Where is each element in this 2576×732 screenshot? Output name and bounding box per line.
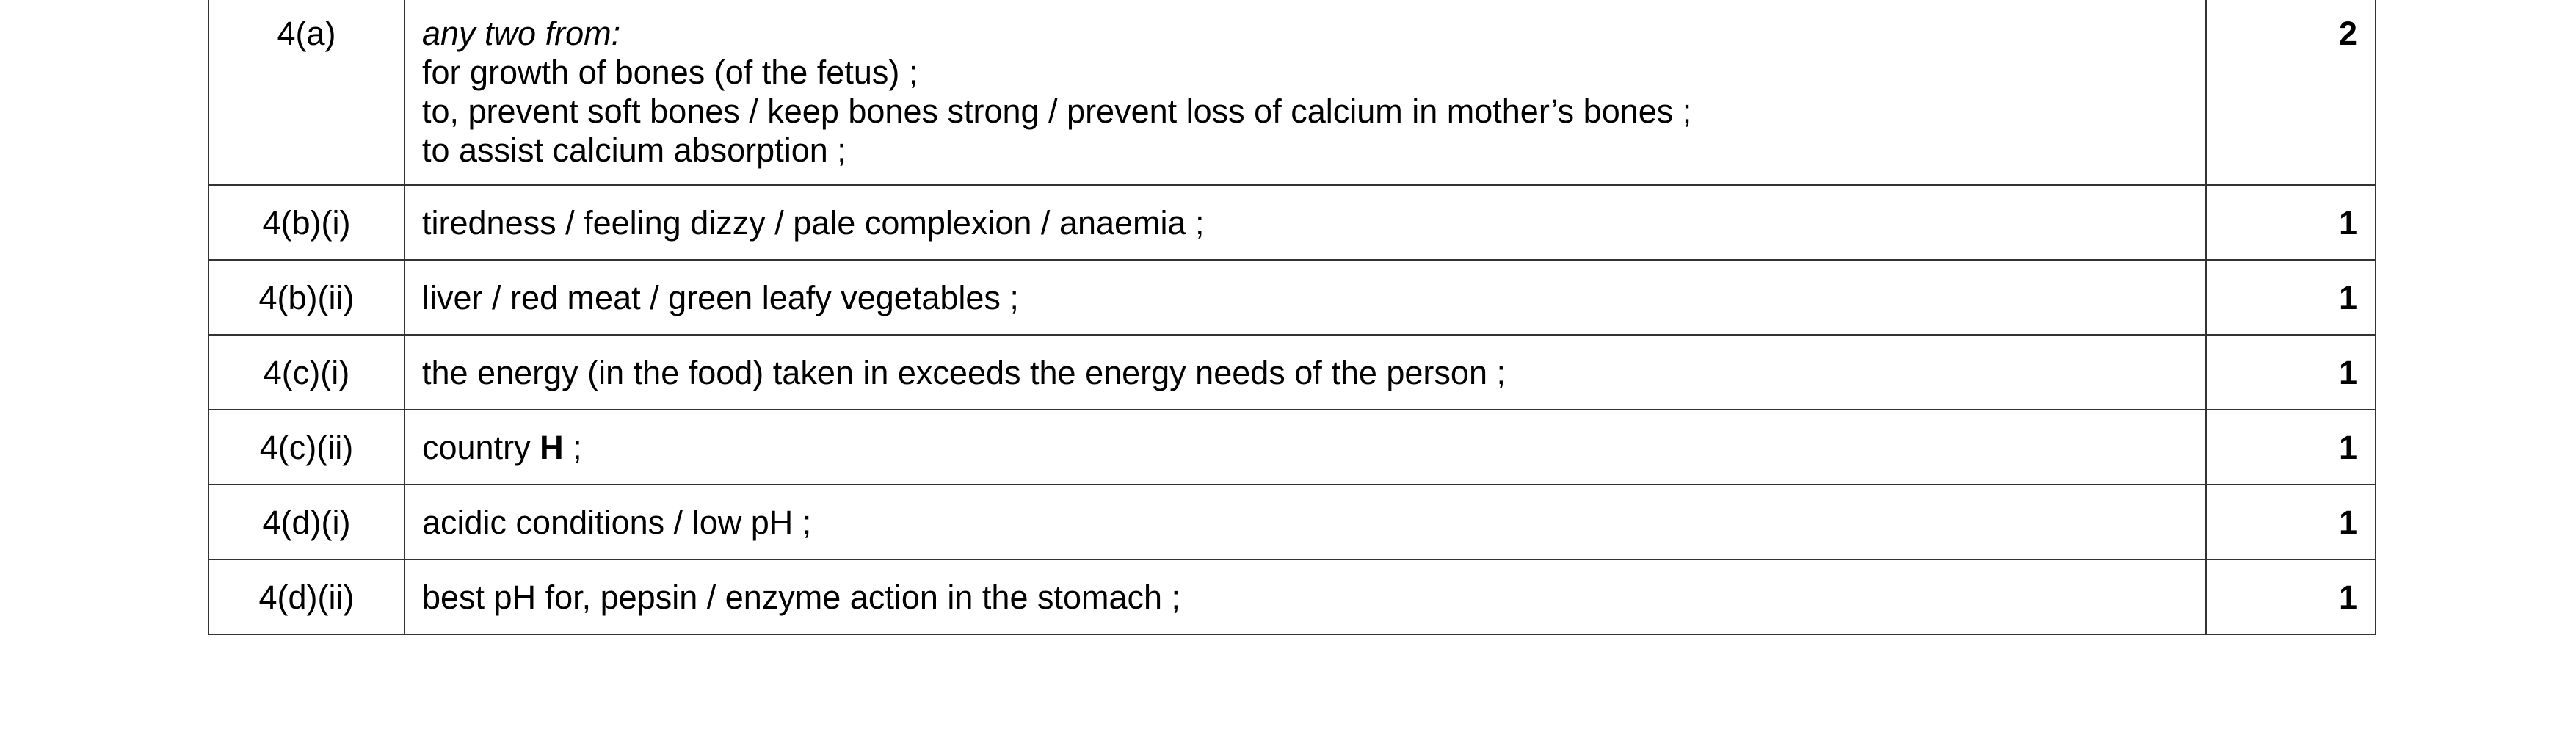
table-row	[208, 410, 2376, 485]
question-number: 4(b)(ii)	[208, 260, 404, 335]
answer-line: to, prevent soft bones / keep bones strong / prevent loss of calcium in mother’s bones ;	[422, 93, 1692, 130]
question-number: 4(b)(i)	[208, 185, 404, 260]
table-row	[208, 485, 2376, 559]
question-number: 4(d)(i)	[208, 485, 404, 559]
marks-cell: 1	[2206, 260, 2376, 335]
question-number: 4(a)	[208, 0, 404, 185]
question-number: 4(d)(ii)	[208, 559, 404, 634]
marks-cell: 1	[2206, 335, 2376, 410]
table-row	[208, 335, 2376, 410]
answer-cell: tiredness / feeling dizzy / pale complexion / anaemia ;	[404, 185, 2206, 260]
marks-cell: 2	[2206, 0, 2376, 185]
table-row	[208, 0, 2376, 185]
answer-line: for growth of bones (of the fetus) ;	[422, 54, 918, 91]
answer-cell: best pH for, pepsin / enzyme action in the stomach ;	[404, 559, 2206, 634]
answer-text: ;	[563, 428, 582, 466]
question-number: 4(c)(i)	[208, 335, 404, 410]
answer-cell: acidic conditions / low pH ;	[404, 485, 2206, 559]
answer-cell: liver / red meat / green leafy vegetables ;	[404, 260, 2206, 335]
answer-text: country	[422, 428, 540, 466]
marks-cell: 1	[2206, 485, 2376, 559]
answer-cell: the energy (in the food) taken in exceeds the energy needs of the person ;	[404, 335, 2206, 410]
answer-line: to assist calcium absorption ;	[422, 131, 846, 169]
table-row	[208, 559, 2376, 634]
marks-cell: 1	[2206, 559, 2376, 634]
country-label: H	[540, 428, 564, 466]
answer-cell	[404, 0, 2206, 185]
table-row	[208, 260, 2376, 335]
answer-intro: any two from:	[422, 15, 621, 52]
mark-scheme-table	[208, 0, 2376, 635]
marks-cell: 1	[2206, 185, 2376, 260]
answer-cell	[404, 410, 2206, 485]
table-row	[208, 185, 2376, 260]
marks-cell: 1	[2206, 410, 2376, 485]
question-number: 4(c)(ii)	[208, 410, 404, 485]
